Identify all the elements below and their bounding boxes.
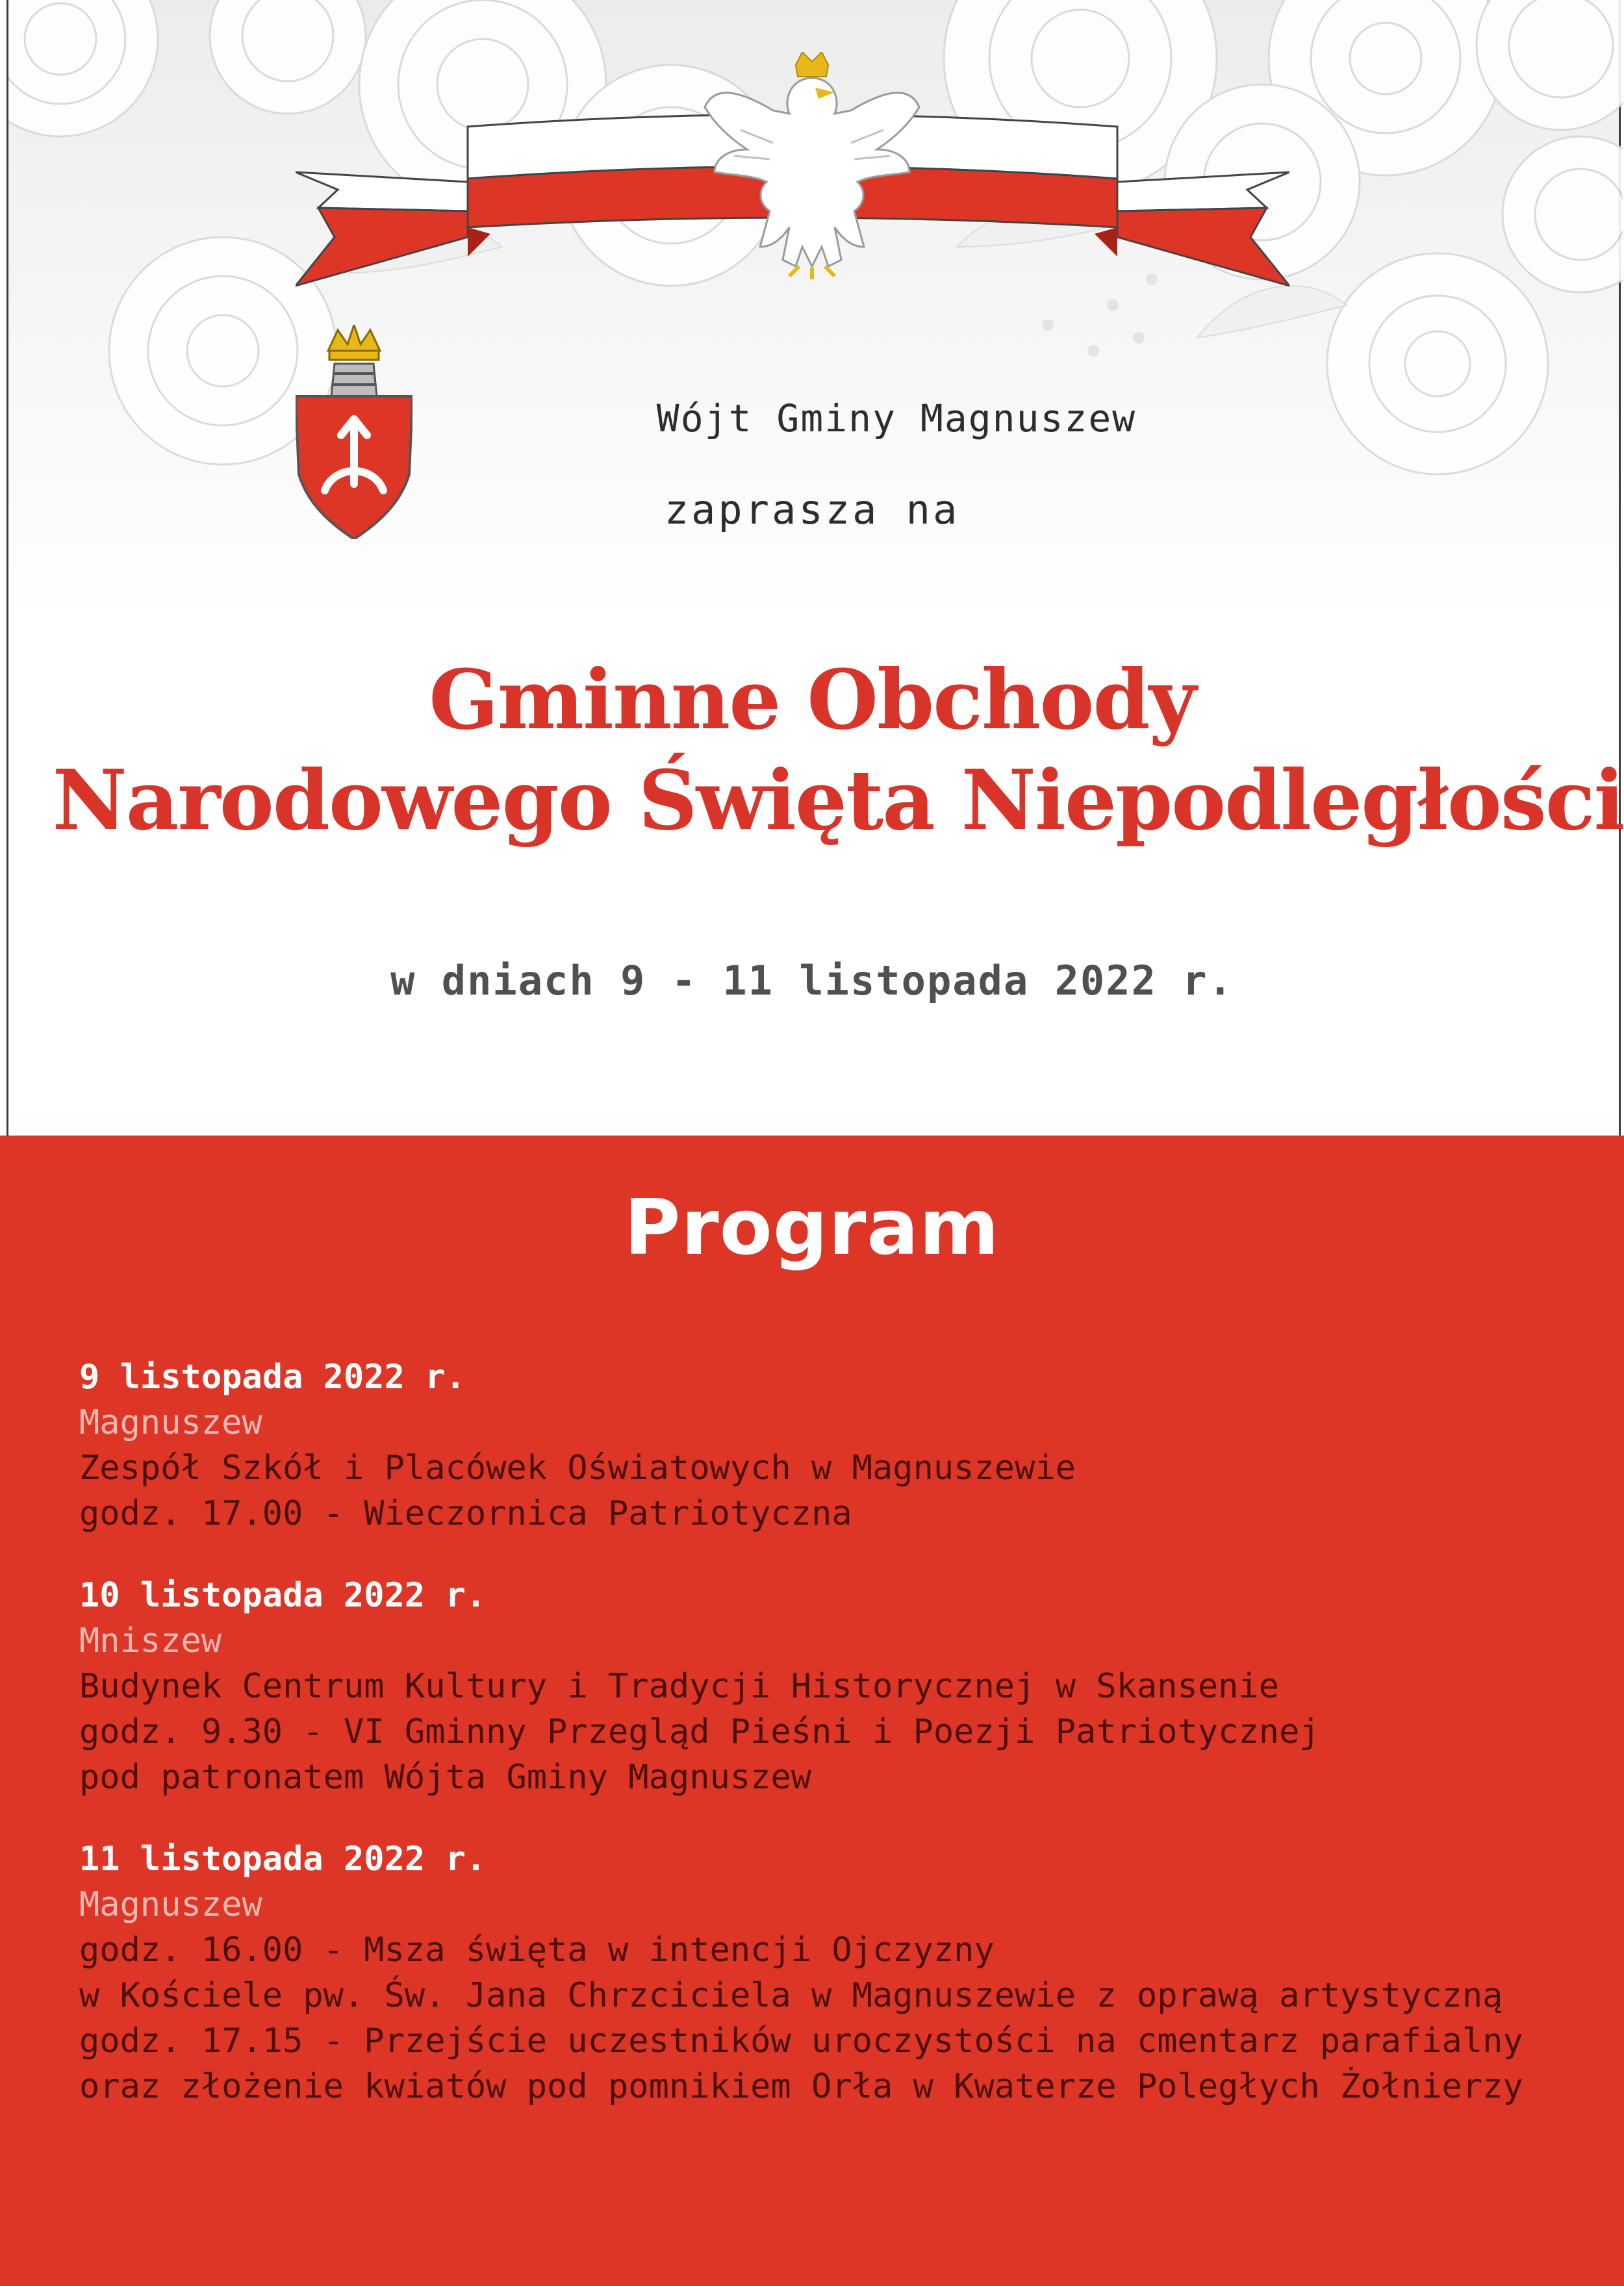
event-title-line-2: Narodowego Święta Niepodległości — [52, 752, 1624, 848]
day-detail: Budynek Centrum Kultury i Tradycji Historycznej w Skansenie — [79, 1667, 1280, 1706]
inviter-text: Wójt Gminy Magnuszew — [656, 396, 1137, 440]
day-detail: godz. 17.15 - Przejście uczestników uroczystości na cmentarz parafialny — [79, 2022, 1523, 2061]
day-detail: w Kościele pw. Św. Jana Chrzciciela w Magnuszewie z oprawą artystyczną — [79, 1976, 1503, 2015]
day-detail: godz. 9.30 - VI Gminny Przegląd Pieśni i Poezji Patriotycznej — [79, 1712, 1320, 1751]
day-place: Mniszew — [79, 1621, 222, 1660]
white-eagle-emblem — [702, 52, 922, 286]
day-detail: oraz złożenie kwiatów pod pomnikiem Orła w Kwaterze Poległych Żołnierzy — [79, 2067, 1523, 2106]
day-detail: Zespół Szkół i Placówek Oświatowych w Magnuszewie — [79, 1449, 1076, 1488]
day-place: Magnuszew — [79, 1403, 262, 1442]
program-day — [79, 1836, 1573, 2109]
day-detail: pod patronatem Wójta Gminy Magnuszew — [79, 1758, 812, 1797]
day-date: 11 listopada 2022 r. — [79, 1840, 487, 1879]
program-day — [79, 1354, 1573, 1536]
program-day — [79, 1573, 1573, 1800]
event-title-line-1: Gminne Obchody — [429, 652, 1195, 748]
day-detail: godz. 16.00 - Msza święta w intencji Ojczyzny — [79, 1931, 995, 1970]
day-place: Magnuszew — [79, 1885, 262, 1924]
event-dates: w dniach 9 - 11 listopada 2022 r. — [390, 957, 1234, 1004]
day-detail: godz. 17.00 - Wieczornica Patriotyczna — [79, 1494, 852, 1533]
day-date: 9 listopada 2022 r. — [79, 1358, 466, 1397]
day-date: 10 listopada 2022 r. — [79, 1576, 487, 1615]
invitation-text: zaprasza na — [664, 486, 960, 533]
program-list — [79, 1354, 1573, 2146]
program-heading: Program — [624, 1182, 1000, 1272]
